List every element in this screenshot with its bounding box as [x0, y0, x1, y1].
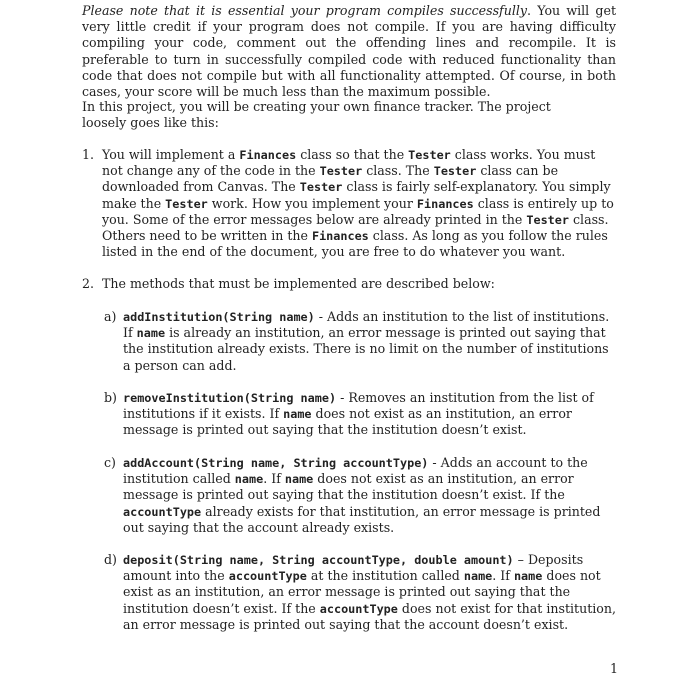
method-addInstitution	[104, 309, 616, 374]
sub-label: c)	[104, 455, 116, 470]
method-description: addInstitution(String name) - Adds an institution to the list of institutions. If name is already an institution, an error message is printed out saying that the institution already exists. There is no limit on the number of institutions a person can add.	[123, 309, 610, 373]
list-number: 2.	[82, 276, 95, 291]
sub-label: d)	[104, 552, 117, 567]
method-removeInstitution	[104, 390, 616, 439]
method-signature: addInstitution(String name)	[123, 310, 315, 324]
intro-paragraph: In this project, you will be creating your own finance tracker. The project loosely goes like this:	[82, 99, 551, 131]
page-number: 1	[609, 661, 618, 676]
compile-note: Please note that it is essential your program compiles successfully. You will get very little credit if your program does not compile. If you are having difficulty compiling your code, comment out the offending lines and recompile. It is preferable to turn in successfully compiled code with reduced functionality than code that does not compile but with all functionality attempted. Of course, in both cases, your score will be much less than the maximum possible.	[82, 3, 616, 100]
method-deposit	[104, 552, 616, 633]
method-signature: removeInstitution(String name)	[123, 391, 337, 405]
sub-label: b)	[104, 390, 117, 405]
list-item-1	[82, 147, 618, 260]
method-description: removeInstitution(String name) - Removes an institution from the list of institutions if it exists. If name does not exist as an institution, an error message is printed out saying that the institution doesn’t exist.	[123, 390, 594, 438]
sub-label: a)	[104, 309, 117, 324]
method-addAccount	[104, 455, 616, 536]
list-item-text: The methods that must be implemented are described below:	[102, 276, 495, 291]
method-description: addAccount(String name, String accountType) - Adds an account to the institution called name. If name does not exist as an institution, an error message is printed out saying that the institution doesn’t exist. If the accountType already exists for that institution, an error message is printed out saying that the account already exists.	[123, 455, 601, 535]
compile-note-emphasis: Please note that it is essential your program compiles successfully	[82, 3, 528, 18]
method-description: deposit(String name, String accountType, double amount) – Deposits amount into the accountType at the institution called name. If name does not exist as an institution, an error message is printed out saying that the institution doesn’t exist. If the accountType does not exist for that institution, an error message is printed out saying that the account doesn’t exist.	[123, 552, 616, 632]
method-signature: deposit(String name, String accountType, double amount)	[123, 553, 514, 567]
list-item-text: You will implement a Finances class so that the Tester class works. You must not change any of the code in the Tester class. The Tester class can be downloaded from Canvas. The Tester class is fairly self-explanatory. You simply make the Tester work. How you implement your Finances class is entirely up to you. Some of the error messages below are already printed in the Tester class. Others need to be written in the Finances class. As long as you follow the rules listed in the end of the document, you are free to do whatever you want.	[102, 147, 614, 260]
list-item-2	[82, 276, 618, 292]
document-page	[82, 0, 618, 700]
method-signature: addAccount(String name, String accountType)	[123, 456, 429, 470]
list-number: 1.	[82, 147, 95, 162]
